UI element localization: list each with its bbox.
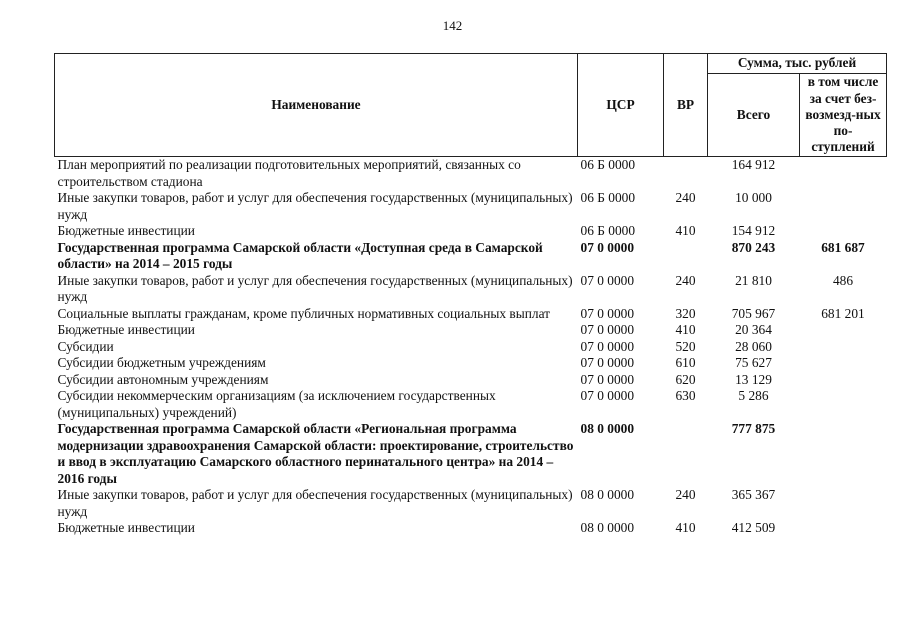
table-row [55,223,887,240]
table-row [55,421,887,487]
row-total: 75 627 [735,355,772,370]
row-name: Субсидии автономным учреждениям [57,371,269,387]
row-csr: 07 0 0000 [580,388,635,403]
row-free-receipts [800,421,887,487]
row-name: Государственная программа Самарской области «Региональная программа модернизации здравоохранения Самарской области: проектирование, строительство и ввод в эксплуатацию Самарского областного перинатального центра» на 2014 – 2016 годы [57,421,574,486]
row-free-receipts [800,322,887,339]
row-name: Иные закупки товаров, работ и услуг для обеспечения государственных (муниципальных) нужд [57,190,573,222]
table-row [55,339,887,356]
row-total: 705 967 [731,305,776,321]
row-free-receipts [800,487,887,520]
row-total: 5 286 [738,388,769,403]
row-vr: 610 [675,355,696,370]
row-csr: 08 0 0000 [580,487,635,502]
header-vr: ВР [664,54,708,157]
row-name: Социальные выплаты гражданам, кроме публичных нормативных социальных выплат [57,305,551,321]
row-csr: 07 0 0000 [580,355,635,370]
row-csr: 06 Б 0000 [580,190,636,205]
row-csr: 06 Б 0000 [580,223,636,238]
row-free-receipts: 681 687 [821,239,865,255]
row-name: Иные закупки товаров, работ и услуг для обеспечения государственных (муниципальных) нужд [57,487,573,519]
row-free-receipts [800,372,887,389]
table-body [55,157,887,537]
row-vr [664,240,708,273]
row-total: 870 243 [731,239,776,255]
row-vr [664,421,708,487]
row-total: 777 875 [731,421,776,436]
row-vr: 410 [675,520,696,535]
table-row [55,487,887,520]
row-csr: 07 0 0000 [580,305,635,321]
row-csr: 07 0 0000 [580,322,635,337]
table-row [55,372,887,389]
header-total: Всего [708,74,800,157]
row-vr [664,157,708,191]
row-vr: 410 [675,322,696,337]
row-total: 164 912 [731,157,776,172]
row-vr: 410 [675,223,696,238]
row-csr: 07 0 0000 [580,371,635,387]
table-row [55,190,887,223]
row-total: 21 810 [735,272,772,288]
row-csr: 07 0 0000 [580,338,635,354]
header-free-receipts: в том числе за счет без-возмезд-ных по-ступлений [800,74,887,157]
row-total: 154 912 [731,223,776,238]
row-csr: 08 0 0000 [580,421,635,436]
row-total: 13 129 [735,371,772,387]
header-name: Наименование [55,54,578,157]
row-name: План мероприятий по реализации подготовительных мероприятий, связанных со строительством стадиона [57,157,521,189]
table-row [55,306,887,323]
row-name: Бюджетные инвестиции [57,520,195,535]
row-name: Государственная программа Самарской области «Доступная среда в Самарской области» на 2014 – 2015 годы [57,239,543,271]
row-vr: 240 [675,190,696,205]
row-free-receipts [800,190,887,223]
row-name: Субсидии некоммерческим организациям (за исключением государственных (муниципальных) учреждений) [57,388,496,420]
row-csr: 07 0 0000 [580,272,635,288]
budget-table-container [54,53,886,537]
row-name: Субсидии бюджетным учреждениям [57,355,266,370]
row-total: 412 509 [731,520,776,535]
row-total: 20 364 [735,322,772,337]
table-row [55,157,887,191]
row-total: 10 000 [735,190,772,205]
budget-table [54,53,887,537]
table-row [55,388,887,421]
table-row [55,355,887,372]
row-free-receipts: 681 201 [821,305,865,321]
row-vr: 630 [675,388,696,403]
page-number: 142 [442,18,463,33]
table-row [55,240,887,273]
row-total: 28 060 [735,338,772,354]
header-sum-group: Сумма, тыс. рублей [708,54,887,74]
row-name: Субсидии [57,338,114,354]
row-csr: 07 0 0000 [580,239,635,255]
row-total: 365 367 [731,487,776,502]
table-row [55,273,887,306]
row-vr: 320 [675,305,696,321]
row-csr: 08 0 0000 [580,520,635,535]
row-free-receipts: 486 [832,272,854,288]
row-vr: 240 [675,487,696,502]
header-csr: ЦСР [578,54,664,157]
row-name: Бюджетные инвестиции [57,223,195,238]
row-vr: 520 [675,338,696,354]
row-name: Иные закупки товаров, работ и услуг для обеспечения государственных (муниципальных) нужд [57,272,573,304]
table-row [55,322,887,339]
row-name: Бюджетные инвестиции [57,322,195,337]
row-free-receipts [800,355,887,372]
row-free-receipts [800,223,887,240]
row-csr: 06 Б 0000 [580,157,636,172]
table-row [55,520,887,537]
row-vr: 620 [675,371,696,387]
row-vr: 240 [675,272,696,288]
row-free-receipts [800,388,887,421]
row-free-receipts [800,339,887,356]
row-free-receipts [800,520,887,537]
row-free-receipts [800,157,887,191]
